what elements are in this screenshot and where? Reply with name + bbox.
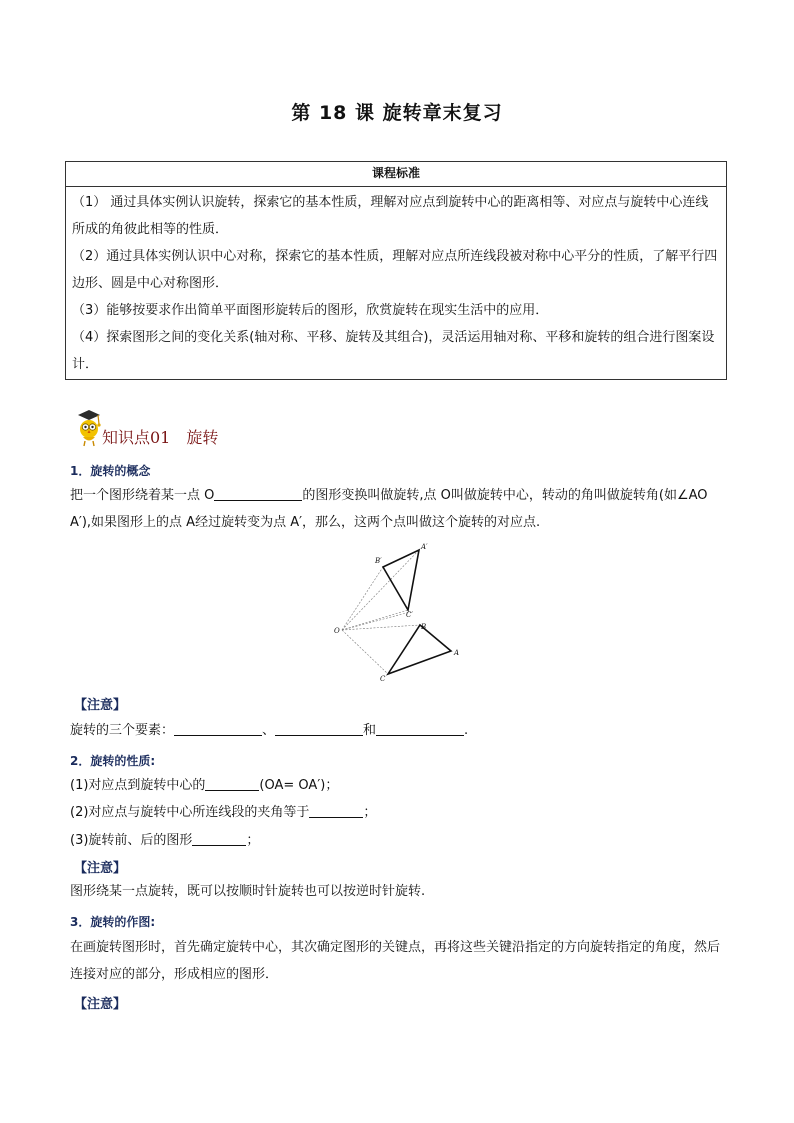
fill-blank[interactable] [205, 776, 259, 791]
note-label: 【注意】 [74, 997, 127, 1012]
knowledge-point-name: 旋转 [186, 428, 219, 447]
graduate-owl-icon [74, 408, 104, 448]
page-title: 第 18 课 旋转章末复习 [291, 102, 503, 124]
note-label: 【注意】 [74, 861, 127, 876]
standard-item: （3）能够按要求作出简单平面图形旋转后的图形，欣赏旋转在现实生活中的应用． [72, 303, 549, 318]
curriculum-standards-box [65, 161, 727, 380]
fill-blank[interactable] [214, 486, 302, 501]
section-heading-concept: 1．旋转的概念 [70, 464, 151, 478]
note-label: 【注意】 [74, 698, 127, 713]
label-b: B [421, 623, 427, 631]
section-heading-drawing: 3．旋转的作图: [70, 915, 156, 929]
fill-blank[interactable] [376, 721, 464, 736]
label-a: A [454, 649, 460, 657]
note-text: 图形绕某一点旋转，既可以按顺时针旋转也可以按逆时针旋转. [70, 884, 426, 899]
fill-blank[interactable] [309, 803, 363, 818]
label-b-prime: B′ [375, 557, 382, 565]
fill-blank[interactable] [275, 721, 363, 736]
property-item: (1)对应点到旋转中心的 (OA= OA′)； [70, 778, 339, 793]
standard-item: （4）探索图形之间的变化关系(轴对称、平移、旋转及其组合)，灵活运用轴对称、平移和旋转的组合进行图案设计． [72, 330, 715, 372]
standard-item: （1） 通过具体实例认识旋转，探索它的基本性质，理解对应点到旋转中心的距离相等、对应点与旋转中心连线所成的角彼此相等的性质． [72, 195, 709, 237]
property-item: (3)旋转前、后的图形 ； [70, 833, 260, 848]
section-heading-properties: 2．旋转的性质: [70, 754, 156, 768]
label-a-prime: A′ [421, 543, 428, 551]
label-c: C [380, 675, 386, 683]
drawing-paragraph: 在画旋转图形时，首先确定旋转中心，其次确定图形的关键点，再将这些关键沿指定的方向旋转指定的角度，然后连接对应的部分，形成相应的图形． [70, 940, 721, 982]
standards-body [66, 187, 726, 378]
concept-paragraph: 把一个图形绕着某一点 O 的图形变换叫做旋转,点 O叫做旋转中心，转动的角叫做旋转角(如∠AO A′),如果图形上的点 A经过旋转变为点 A′，那么，这两个点叫做这个旋转的对应点. [70, 488, 708, 530]
knowledge-point-label: 知识点01 [102, 428, 171, 447]
rotation-figure [333, 541, 463, 686]
fill-blank[interactable] [174, 721, 262, 736]
standard-item: （2）通过具体实例认识中心对称，探索它的基本性质，理解对应点所连线段被对称中心平分的性质，了解平行四边形、圆是中心对称图形． [72, 249, 718, 291]
three-elements-line: 旋转的三个要素： 、 和 . [70, 723, 469, 738]
standards-header: 课程标准 [66, 162, 726, 187]
property-item: (2)对应点与旋转中心所连线段的夹角等于 ； [70, 805, 377, 820]
knowledge-point-title [102, 425, 234, 448]
label-o: O [334, 627, 340, 635]
label-c-prime: C′ [406, 611, 413, 619]
fill-blank[interactable] [192, 831, 246, 846]
